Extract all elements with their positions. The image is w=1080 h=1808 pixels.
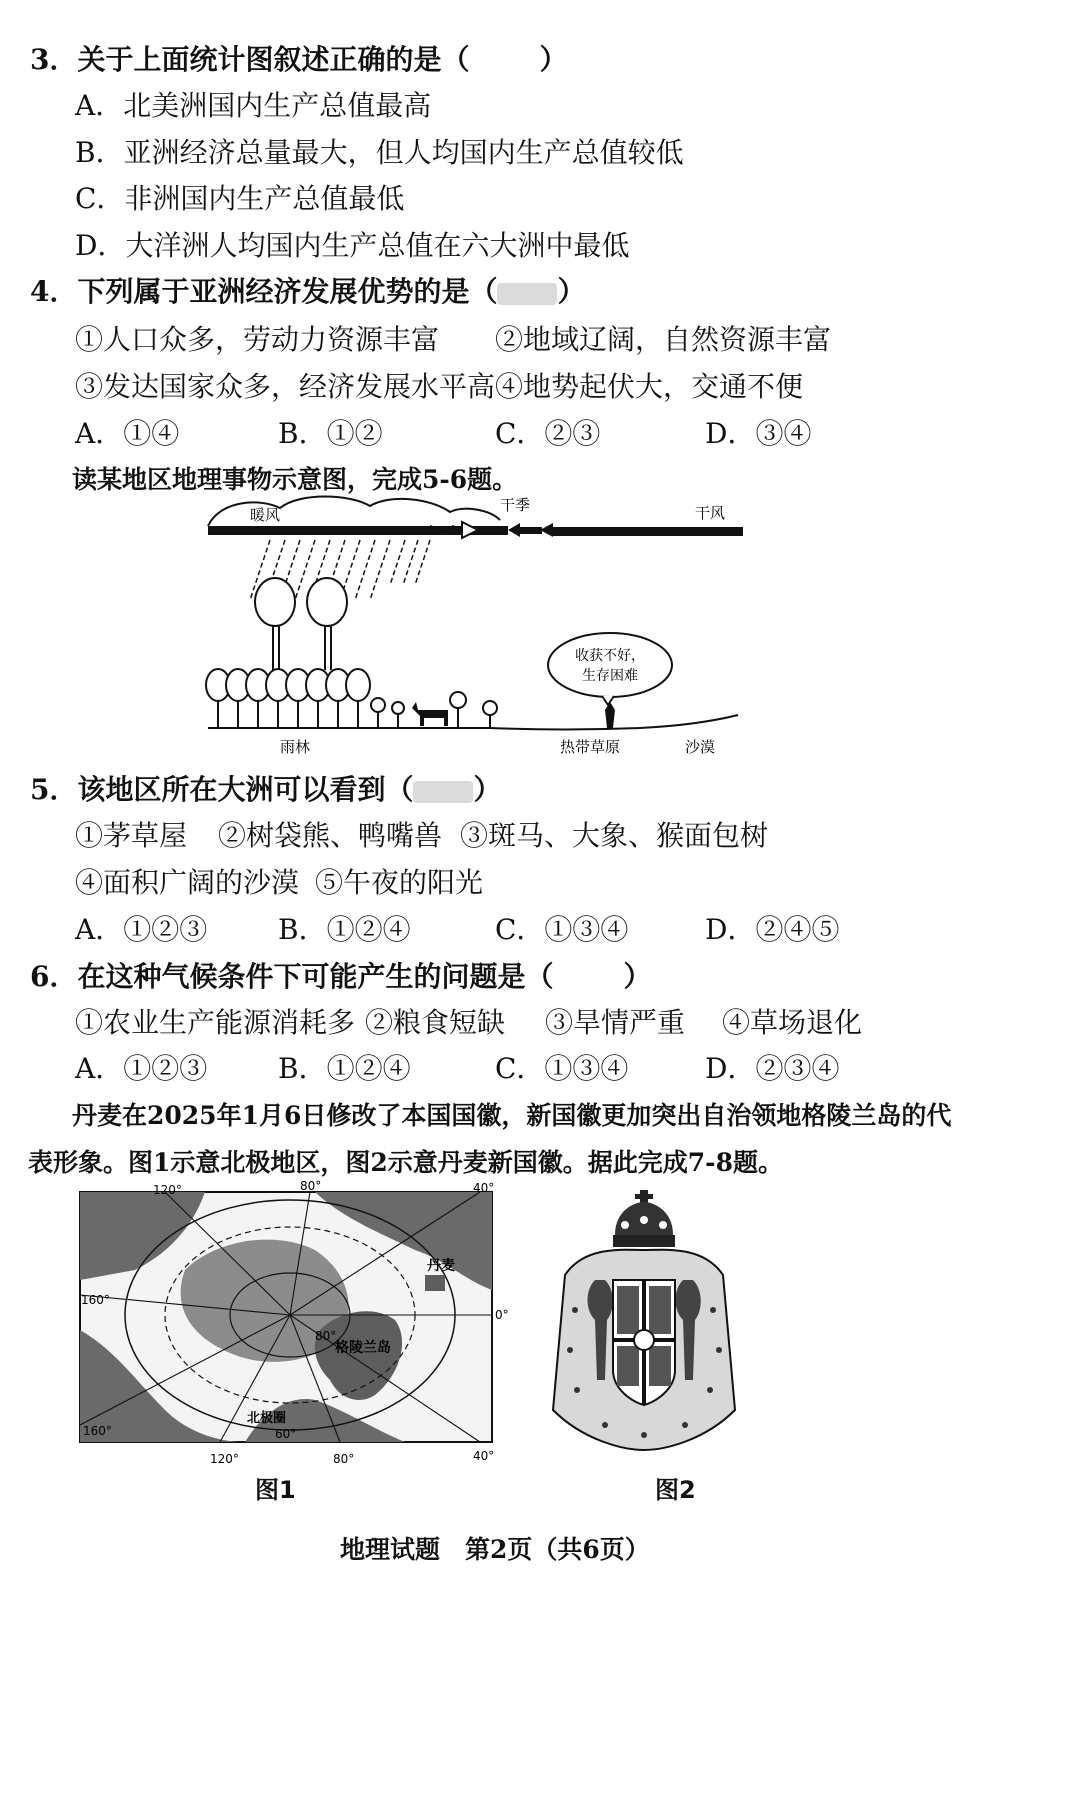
- center-escutcheon: [634, 1330, 654, 1350]
- fig2-caption: 图2: [655, 1476, 696, 1504]
- dry-wind-bar: [553, 527, 743, 536]
- ground-line: [208, 715, 738, 730]
- climate-diagram: [190, 490, 760, 770]
- q4-item-1: ①人口众多，劳动力资源丰富: [75, 323, 440, 356]
- land-denmark: [425, 1275, 445, 1291]
- label-lat-80: 80°: [315, 1329, 337, 1343]
- q4-option-a[interactable]: A．①④: [75, 417, 180, 450]
- q6-item-4: ④草场退化: [722, 1006, 863, 1039]
- q6-item-3: ③旱情严重: [545, 1006, 686, 1039]
- q6-item-2: ②粮食短缺: [365, 1006, 506, 1039]
- label-denmark: 丹麦: [427, 1258, 455, 1274]
- fig1-caption: 图1: [255, 1476, 296, 1504]
- crown-icon: [613, 1190, 675, 1247]
- q5-item-3: ③斑马、大象、猴面包树: [460, 819, 769, 852]
- label-160-bottom: 160°: [83, 1424, 112, 1438]
- q6-option-a[interactable]: A．①②③: [75, 1052, 208, 1085]
- label-80-bottom: 80°: [333, 1452, 355, 1466]
- page-footer: 地理试题 第2页（共6页）: [340, 1535, 650, 1564]
- q4-option-d[interactable]: D．③④: [705, 417, 812, 450]
- q6-option-b[interactable]: B．①②④: [278, 1052, 411, 1085]
- dry-season-label: 干季: [500, 496, 531, 514]
- label-40-top: 40°: [473, 1181, 495, 1195]
- q5-option-a[interactable]: A．①②③: [75, 913, 208, 946]
- savanna-label: 热带草原: [560, 738, 621, 756]
- label-80-top: 80°: [300, 1179, 322, 1193]
- q3-stem: 3．关于上面统计图叙述正确的是（ ）: [30, 43, 568, 76]
- q3-option-b[interactable]: B．亚洲经济总量最大，但人均国内生产总值较低: [75, 136, 684, 169]
- dry-wind-arrow: [540, 523, 553, 537]
- q5-stem: 5．该地区所在大洲可以看到（ ）: [30, 773, 502, 806]
- q6-item-1: ①农业生产能源消耗多: [75, 1006, 356, 1039]
- warm-wind-bar: [208, 526, 490, 535]
- q3-option-d[interactable]: D．大洋洲人均国内生产总值在六大洲中最低: [75, 229, 630, 262]
- dry-season-arrow: [508, 523, 520, 537]
- q5-option-c[interactable]: C．①③④: [495, 913, 629, 946]
- q4-item-3: ③发达国家众多，经济发展水平高: [75, 370, 496, 403]
- intro-5-6: 读某地区地理事物示意图，完成5-6题。: [72, 465, 518, 494]
- coat-of-arms: [545, 1180, 785, 1465]
- label-0-right: 0°: [495, 1308, 509, 1322]
- label-lat-60: 60°: [275, 1427, 297, 1441]
- q6-stem: 6．在这种气候条件下可能产生的问题是（ ）: [30, 960, 652, 993]
- q4-stem: 4．下列属于亚洲经济发展优势的是（ ）: [30, 275, 586, 308]
- passage-line1: 丹麦在2025年1月6日修改了本国国徽，新国徽更加突出自治领地格陵兰岛的代: [72, 1101, 952, 1130]
- label-120-bottom: 120°: [210, 1452, 239, 1466]
- q5-item-2: ②树袋熊、鸭嘴兽: [218, 819, 443, 852]
- q6-option-c[interactable]: C．①③④: [495, 1052, 629, 1085]
- q5-option-b[interactable]: B．①②④: [278, 913, 411, 946]
- rainforest-trees: [206, 669, 370, 728]
- bubble-line1: 收获不好，: [575, 648, 645, 664]
- arctic-map: [75, 1179, 509, 1470]
- tall-trees: [255, 578, 347, 670]
- speech-bubble: [548, 633, 672, 697]
- q4-option-c[interactable]: C．②③: [495, 417, 601, 450]
- q5-option-d[interactable]: D．②④⑤: [705, 913, 840, 946]
- person-icon: [605, 702, 615, 728]
- smudge: [497, 283, 557, 305]
- passage-line2: 表形象。图1示意北极地区，图2示意丹麦新国徽。据此完成7-8题。: [28, 1148, 783, 1177]
- label-120-top: 120°: [153, 1183, 182, 1197]
- desert-label: 沙漠: [685, 738, 716, 756]
- q5-item-4: ④面积广阔的沙漠: [75, 866, 300, 899]
- q3-option-c[interactable]: C．非洲国内生产总值最低: [75, 182, 405, 215]
- label-arctic-circle: 北极圈: [247, 1411, 287, 1426]
- q4-item-2: ②地域辽阔，自然资源丰富: [495, 323, 832, 356]
- rainforest-label: 雨林: [280, 738, 311, 756]
- q5-item-1: ①茅草屋: [75, 819, 188, 852]
- label-40-bottom: 40°: [473, 1449, 495, 1463]
- q5-item-5: ⑤午夜的阳光: [315, 866, 484, 899]
- q4-option-b[interactable]: B．①②: [278, 417, 383, 450]
- smudge: [413, 781, 473, 803]
- q6-option-d[interactable]: D．②③④: [705, 1052, 840, 1085]
- warm-wind-label: 暖风: [250, 506, 281, 524]
- label-160-left: 160°: [81, 1293, 110, 1307]
- q4-item-4: ④地势起伏大，交通不便: [495, 370, 804, 403]
- animal-icon: [412, 702, 448, 726]
- q3-option-a[interactable]: A．北美洲国内生产总值最高: [75, 89, 432, 122]
- bubble-line2: 生存困难: [582, 668, 638, 684]
- label-greenland: 格陵兰岛: [335, 1340, 391, 1356]
- dry-wind-label: 干风: [695, 504, 726, 522]
